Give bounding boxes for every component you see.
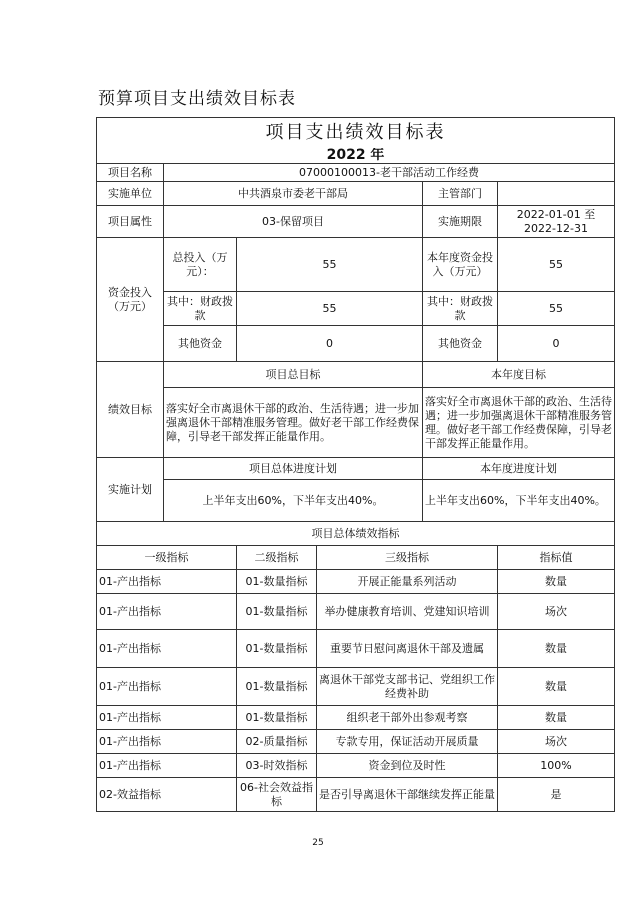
period-value: 2022-01-01 至 2022-12-31 — [498, 206, 615, 238]
indicator-level2: 01-数量指标 — [237, 706, 317, 730]
indicator-level3: 组织老干部外出参观考察 — [317, 706, 498, 730]
annual-goal-text: 落实好全市离退休干部的政治、生活待遇；进一步加强离退休干部精准服务管理。做好老干部工作经费保障，引导老干部发挥正能量作用。 — [423, 388, 615, 458]
overall-plan-header: 项目总体进度计划 — [164, 458, 423, 480]
overall-goal-text: 落实好全市离退休干部的政治、生活待遇；进一步加强离退休干部精准服务管理。做好老干部工作经费保障，引导老干部发挥正能量作用。 — [164, 388, 423, 458]
indicator-level1: 01-产出指标 — [97, 570, 237, 594]
authority-value — [498, 182, 615, 206]
overall-plan-text: 上半年支出60%，下半年支出40%。 — [164, 480, 423, 522]
indicator-header-level1: 一级指标 — [97, 546, 237, 570]
indicator-value: 100% — [498, 754, 615, 778]
table-row — [97, 630, 615, 668]
indicator-level2: 01-数量指标 — [237, 570, 317, 594]
indicator-level1: 01-产出指标 — [97, 668, 237, 706]
fiscal-label: 其中：财政拨款 — [164, 292, 237, 326]
annual-fiscal-value: 55 — [498, 292, 615, 326]
impl-unit-label: 实施单位 — [97, 182, 164, 206]
indicator-level3: 是否引导离退休干部继续发挥正能量 — [317, 778, 498, 812]
table-year: 2022 年 — [97, 148, 615, 164]
indicator-level3: 重要节日慰问离退休干部及遗属 — [317, 630, 498, 668]
indicator-level1: 01-产出指标 — [97, 706, 237, 730]
indicator-level3: 举办健康教育培训、党建知识培训 — [317, 594, 498, 630]
table-row — [97, 668, 615, 706]
attr-value: 03-保留项目 — [164, 206, 423, 238]
page-number: 25 — [312, 838, 324, 848]
annual-other-funds-value: 0 — [498, 326, 615, 362]
indicator-level1: 02-效益指标 — [97, 778, 237, 812]
table-row — [97, 594, 615, 630]
indicator-header-level2: 二级指标 — [237, 546, 317, 570]
indicator-header-level3: 三级指标 — [317, 546, 498, 570]
funding-label: 资金投入（万元） — [97, 238, 164, 362]
indicator-value: 数量 — [498, 630, 615, 668]
indicator-level2: 01-数量指标 — [237, 668, 317, 706]
indicator-level1: 01-产出指标 — [97, 754, 237, 778]
indicator-value: 数量 — [498, 706, 615, 730]
annual-other-funds-label: 其他资金 — [423, 326, 498, 362]
indicator-level3: 离退休干部党支部书记、党组织工作经费补助 — [317, 668, 498, 706]
annual-goal-header: 本年度目标 — [423, 362, 615, 388]
impl-unit-value: 中共酒泉市委老干部局 — [164, 182, 423, 206]
other-funds-value: 0 — [237, 326, 423, 362]
table-row — [97, 778, 615, 812]
table-row — [97, 570, 615, 594]
indicator-level2: 06-社会效益指标 — [237, 778, 317, 812]
indicator-value: 场次 — [498, 594, 615, 630]
indicator-level2: 01-数量指标 — [237, 630, 317, 668]
fiscal-value: 55 — [237, 292, 423, 326]
table-row — [97, 706, 615, 730]
total-invest-value: 55 — [237, 238, 423, 292]
plan-label: 实施计划 — [97, 458, 164, 522]
indicator-value: 数量 — [498, 668, 615, 706]
indicator-level2: 03-时效指标 — [237, 754, 317, 778]
indicator-level1: 01-产出指标 — [97, 730, 237, 754]
indicator-level3: 资金到位及时性 — [317, 754, 498, 778]
project-name-label: 项目名称 — [97, 164, 164, 182]
goals-label: 绩效目标 — [97, 362, 164, 458]
annual-fiscal-label: 其中：财政拨款 — [423, 292, 498, 326]
period-label: 实施期限 — [423, 206, 498, 238]
indicator-level1: 01-产出指标 — [97, 594, 237, 630]
indicator-value: 数量 — [498, 570, 615, 594]
annual-plan-text: 上半年支出60%，下半年支出40%。 — [423, 480, 615, 522]
annual-invest-label: 本年度资金投入（万元） — [423, 238, 498, 292]
authority-label: 主管部门 — [423, 182, 498, 206]
project-name-value: 07000100013-老干部活动工作经费 — [164, 164, 615, 182]
other-funds-label: 其他资金 — [164, 326, 237, 362]
indicator-level3: 专款专用，保证活动开展质量 — [317, 730, 498, 754]
document-heading: 预算项目支出绩效目标表 — [98, 89, 296, 109]
indicator-level2: 01-数量指标 — [237, 594, 317, 630]
table-row — [97, 730, 615, 754]
overall-goal-header: 项目总目标 — [164, 362, 423, 388]
indicator-level1: 01-产出指标 — [97, 630, 237, 668]
indicator-level3: 开展正能量系列活动 — [317, 570, 498, 594]
performance-goal-table — [96, 117, 615, 812]
table-row — [97, 754, 615, 778]
indicator-level2: 02-质量指标 — [237, 730, 317, 754]
table-title: 项目支出绩效目标表 — [97, 118, 615, 148]
indicator-value: 场次 — [498, 730, 615, 754]
annual-plan-header: 本年度进度计划 — [423, 458, 615, 480]
total-invest-label: 总投入（万元）： — [164, 238, 237, 292]
attr-label: 项目属性 — [97, 206, 164, 238]
indicator-header-value: 指标值 — [498, 546, 615, 570]
annual-invest-value: 55 — [498, 238, 615, 292]
indicators-section-title: 项目总体绩效指标 — [97, 522, 615, 546]
indicator-value: 是 — [498, 778, 615, 812]
